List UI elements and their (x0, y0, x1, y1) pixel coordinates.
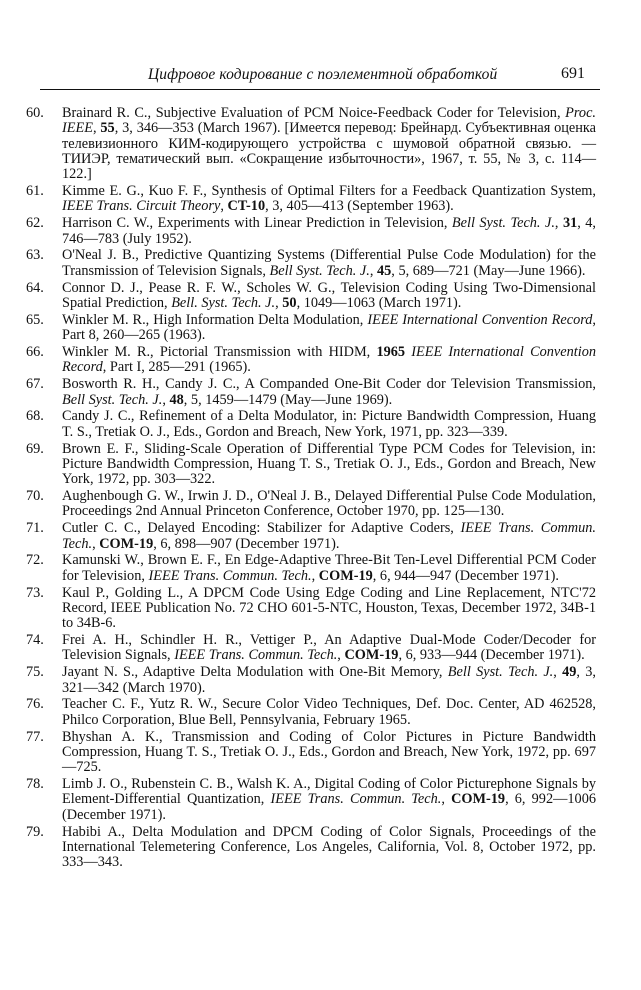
reference-number: 63. (26, 247, 44, 264)
reference-segment: , 1049—1063 (March 1971). (296, 294, 462, 311)
reference-segment: Kimme E. G., Kuo F. F., Synthesis of Optimal Filters for a Feedback Quantization System, (62, 183, 596, 200)
reference-item (26, 586, 596, 632)
reference-number: 77. (26, 728, 44, 745)
volume-number: 50 (282, 294, 297, 311)
reference-segment: , 5, 689—721 (May—June 1966). (391, 262, 586, 279)
journal-title: IEEE Trans. Commun. Tech. (174, 647, 338, 664)
header-rule (40, 89, 600, 90)
reference-segment: Habibi A., Delta Modulation and DPCM Coding of Color Signals, Proceedings of the International Telemetering Conference, Los Angeles, California, Vol. 8, October 1972, pp. 333—343. (62, 823, 596, 871)
volume-number: COM-19 (318, 567, 373, 584)
reference-segment: Candy J. C., Refinement of a Delta Modulator, in: Picture Bandwidth Compression, Huang T. S., Tretiak O. J., Eds., Gordon and Breach, New York, 1971, pp. 323—339. (62, 408, 596, 440)
reference-segment: , 5, 1459—1479 (May—June 1969). (183, 391, 393, 408)
running-header (0, 62, 641, 90)
reference-text (62, 824, 596, 871)
reference-number: 71. (26, 520, 44, 537)
reference-text (62, 105, 596, 182)
reference-list (26, 106, 596, 872)
reference-item (26, 313, 596, 344)
running-title: Цифровое кодирование с поэлементной обработкой (148, 66, 498, 83)
reference-segment: , (92, 120, 101, 137)
reference-number: 79. (26, 823, 44, 840)
reference-segment: Jayant N. S., Adaptive Delta Modulation with One-Bit Memory, (62, 664, 448, 681)
reference-segment: , Part 8, 260—265 (1963). (62, 311, 596, 344)
journal-title: Proc. IEEE (62, 105, 596, 137)
reference-segment: , (441, 791, 452, 808)
reference-segment: Bosworth R. H., Candy J. C., A Companded One-Bit Coder dor Television Transmission, (62, 376, 596, 393)
reference-segment: , (369, 262, 377, 279)
reference-item (26, 553, 596, 584)
reference-segment: , 3, 405—413 (September 1963). (265, 198, 454, 215)
reference-segment: , (311, 567, 319, 584)
reference-segment: Kaul P., Golding L., A DPCM Code Using Edge Coding and Line Replacement, NTC'72 Record, IEEE Publication No. 72 CHO 601-5-NTC, Houston, Texas, December 1972, 34B-1 to 34B-6. (62, 584, 596, 632)
reference-text (62, 280, 596, 311)
reference-item (26, 345, 596, 376)
reference-number: 67. (26, 376, 44, 393)
reference-segment: , 6, 944—947 (December 1971). (372, 567, 559, 584)
reference-item (26, 697, 596, 728)
reference-number: 70. (26, 488, 44, 505)
reference-item (26, 216, 596, 247)
reference-segment: , 4, 746—783 (July 1952). (62, 215, 596, 247)
reference-text (62, 441, 596, 488)
reference-text (62, 376, 596, 407)
reference-number: 62. (26, 215, 44, 232)
reference-item (26, 248, 596, 279)
journal-title: Bell Syst. Tech. J. (451, 215, 555, 232)
reference-segment: Bhyshan A. K., Transmission and Coding of Color Pictures in Picture Bandwidth Compression, Huang T. S., Tretiak O. J., Eds., Gordon and Breach, New York, 1972, pp. 697—725. (62, 728, 596, 776)
reference-segment: Winkler M. R., High Information Delta Modulation, (62, 311, 368, 328)
reference-text (62, 664, 596, 695)
volume-number: COM-19 (99, 535, 154, 552)
reference-segment: , (162, 391, 170, 408)
reference-segment: , (554, 215, 563, 232)
reference-number: 60. (26, 105, 44, 121)
reference-text (62, 729, 596, 776)
reference-segment: Teacher C. F., Yutz R. W., Secure Color Video Techniques, Def. Doc. Center, AD 462528, Philco Corporation, Blue Bell, Pennsylvania, February 1965. (62, 696, 596, 728)
reference-item (26, 777, 596, 823)
reference-item (26, 409, 596, 440)
reference-text (62, 632, 596, 663)
reference-segment: , (92, 535, 100, 552)
reference-text (62, 215, 596, 246)
journal-title: IEEE Trans. Commun. Tech. (270, 791, 442, 808)
reference-item (26, 633, 596, 664)
reference-segment: O'Neal J. B., Predictive Quantizing Systems (Differential Pulse Code Modulation) for the Transmission of Television Signals, (62, 247, 596, 279)
reference-segment: Brown E. F., Sliding-Scale Operation of Differential Type PCM Codes for Television, in: Picture Bandwidth Compression, Huang T. S., Tretiak O. J., Eds., Gordon and Breach, New York, 1972, pp. 303—322. (62, 440, 596, 488)
reference-item (26, 489, 596, 520)
volume-number: 49 (562, 664, 577, 681)
reference-item (26, 281, 596, 312)
reference-item (26, 665, 596, 696)
reference-item (26, 521, 596, 552)
reference-text (62, 247, 596, 278)
journal-title: Bell Syst. Tech. J. (447, 664, 554, 681)
reference-segment: , (553, 664, 563, 681)
journal-title: IEEE International Convention Record (62, 344, 596, 376)
reference-segment: Harrison C. W., Experiments with Linear Prediction in Television, (62, 215, 452, 232)
reference-segment: Kamunski W., Brown E. F., En Edge-Adaptive Three-Bit Ten-Level Differential PCM Coder for Television, (62, 552, 596, 584)
reference-text (62, 312, 596, 343)
reference-number: 78. (26, 776, 44, 793)
volume-number: COM-19 (344, 647, 399, 664)
reference-number: 69. (26, 440, 44, 457)
reference-number: 66. (26, 344, 44, 361)
reference-text (62, 408, 596, 439)
reference-item (26, 377, 596, 408)
reference-segment: Winkler M. R., Pictorial Transmission with HIDM, (62, 344, 377, 361)
journal-title: IEEE International Convention Record (367, 311, 593, 328)
reference-segment: , Part I, 285—291 (1965). (102, 359, 251, 376)
reference-segment: , (275, 294, 283, 311)
journal-title: Bell Syst. Tech. J. (269, 262, 370, 279)
reference-segment: Aughenbough G. W., Irwin J. D., O'Neal J. B., Delayed Differential Pulse Code Modulation, Proceedings 2nd Annual Princeton Conference, October 1970, pp. 125—130. (62, 488, 596, 520)
reference-text (62, 696, 596, 727)
volume-number: 31 (562, 215, 578, 232)
reference-segment: Frei A. H., Schindler H. R., Vettiger P., An Adaptive Dual-Mode Coder/Decoder for Television Signals, (62, 632, 596, 664)
reference-segment: , 3, 346—353 (March 1967). [Имеется перевод: Брейнард. Субъективная оценка телевизионного КИМ-кодирующего устройства с шумовой обратной связью. — ТИИЭР, тематический вып. «Сокращение избыточности», 1967, т. 55, № 3, с. 114—122.] (62, 120, 596, 183)
reference-number: 76. (26, 696, 44, 713)
journal-title: IEEE Trans. Commun. Tech. (62, 520, 596, 552)
reference-number: 72. (26, 552, 44, 569)
reference-number: 74. (26, 632, 44, 649)
journal-title: IEEE Trans. Circuit Theory (62, 198, 221, 215)
reference-segment: , (220, 198, 228, 215)
journal-title: Bell Syst. Tech. J. (62, 391, 163, 408)
reference-segment: , 6, 992—1006 (December 1971). (62, 791, 596, 823)
reference-item (26, 106, 596, 182)
reference-number: 65. (26, 311, 44, 328)
reference-text (62, 488, 596, 519)
reference-segment: , 6, 933—944 (December 1971). (398, 647, 585, 664)
journal-title: IEEE Trans. Commun. Tech. (148, 567, 312, 584)
reference-number: 68. (26, 408, 44, 425)
volume-number: 45 (377, 262, 392, 279)
reference-text (62, 344, 596, 375)
reference-segment: Limb J. O., Rubenstein C. B., Walsh K. A., Digital Coding of Color Picturephone Signals by Element-Differential Quantization, (62, 776, 596, 808)
reference-text (62, 552, 596, 583)
reference-item (26, 442, 596, 488)
reference-item (26, 730, 596, 776)
reference-text (62, 585, 596, 632)
volume-number: 55 (100, 120, 115, 137)
reference-number: 64. (26, 279, 44, 296)
reference-segment: , (337, 647, 345, 664)
reference-text (62, 183, 596, 214)
reference-segment: Connor D. J., Pease R. F. W., Scholes W. G., Television Coding Using Two-Dimensional Spatial Prediction, (62, 279, 596, 311)
reference-number: 73. (26, 584, 44, 601)
volume-number: COM-19 (451, 791, 506, 808)
volume-number: CT-10 (227, 198, 266, 215)
reference-segment: Brainard R. C., Subjective Evaluation of PCM Noice-Feedback Coder for Television, (62, 105, 566, 121)
volume-number: 1965 (376, 344, 406, 361)
reference-segment: , 3, 321—342 (March 1970). (62, 664, 597, 696)
reference-segment: , 6, 898—907 (December 1971). (153, 535, 340, 552)
reference-text (62, 520, 596, 551)
page-number: 691 (561, 65, 585, 82)
journal-title: Bell. Syst. Tech. J. (171, 294, 276, 311)
reference-number: 75. (26, 664, 44, 681)
volume-number: 48 (169, 391, 184, 408)
reference-number: 61. (26, 183, 44, 200)
reference-item (26, 825, 596, 871)
reference-text (62, 776, 596, 823)
reference-segment: Cutler C. C., Delayed Encoding: Stabilizer for Adaptive Coders, (62, 520, 461, 537)
reference-item (26, 184, 596, 215)
